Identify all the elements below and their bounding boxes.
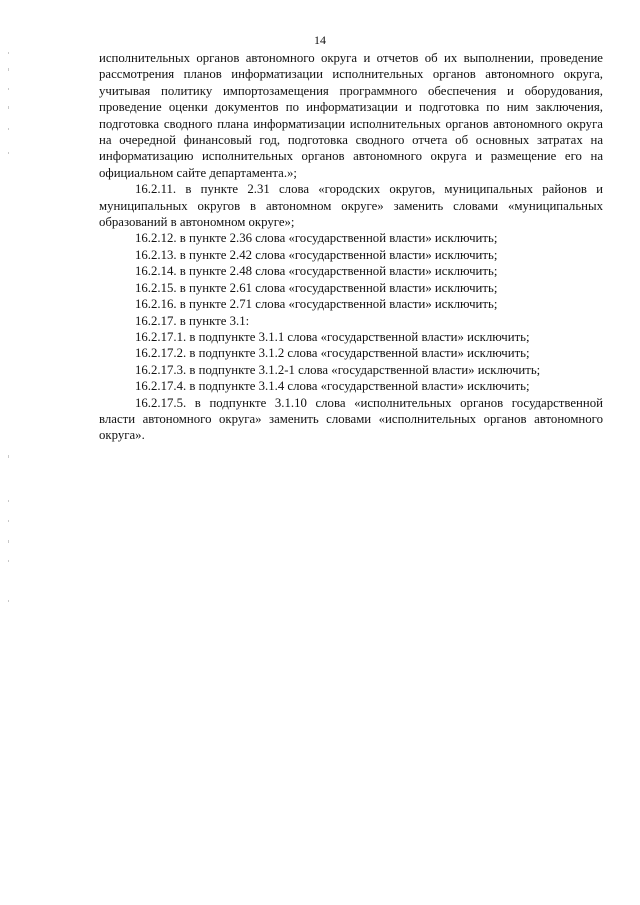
paragraph-16-2-17: 16.2.17. в пункте 3.1: [135,313,250,328]
scan-artifact [8,106,9,109]
paragraph-16-2-17-4: 16.2.17.4. в подпункте 3.1.4 слова «государственной власти» исключить; [135,379,530,394]
scan-artifact [8,455,9,458]
paragraph-16-2-13: 16.2.13. в пункте 2.42 слова «государственной власти» исключить; [135,247,498,262]
paragraph-16-2-16: 16.2.16. в пункте 2.71 слова «государственной власти» исключить; [135,297,498,312]
paragraph-16-2-11: 16.2.11. в пункте 2.31 слова «городских округов, муниципальных районов и муниципальных округов в автономном округе» заменить словами «муниципальных образований в автономном округе»; [99,182,603,230]
paragraph-16-2-14: 16.2.14. в пункте 2.48 слова «государственной власти» исключить; [135,264,498,279]
scan-artifact [8,540,9,543]
scan-artifact [8,520,9,522]
scan-artifact [8,68,9,71]
scan-artifact [8,128,9,130]
scan-artifact [8,88,9,90]
paragraph-16-2-17-1: 16.2.17.1. в подпункте 3.1.1 слова «государственной власти» исключить; [135,329,530,344]
paragraph-16-2-17-2: 16.2.17.2. в подпункте 3.1.2 слова «государственной власти» исключить; [135,346,530,361]
paragraph-16-2-17-5: 16.2.17.5. в подпункте 3.1.10 слова «исполнительных органов государственной власти автономного округа» заменить словами «исполнительных органов автономного округа». [99,395,603,443]
paragraph-16-2-17-3: 16.2.17.3. в подпункте 3.1.2-1 слова «государственной власти» исключить; [135,362,541,377]
scan-artifact [8,152,9,154]
paragraph-16-2-15: 16.2.15. в пункте 2.61 слова «государственной власти» исключить; [135,280,498,295]
paragraph-continuation: исполнительных органов автономного округа и отчетов об их выполнении, проведение рассмотрения планов информатизации исполнительных органов автономного округа, учитывая политику импортозамещения программного обеспечения и оборудования, проведение оценки документов по информатизации и подготовка по ним заключения, подготовка сводного плана информатизации исполнительных органов автономного округа на очередной финансовый год, подготовка сводного отчета об основных затратах на информатизацию исполнительных органов автономного округа и размещение его на официальном сайте департамента.»; [99,51,603,180]
document-body [99,50,603,444]
scan-artifact [8,52,9,54]
scan-artifact [8,560,9,562]
scan-artifact [8,500,9,502]
page-number: 14 [314,33,326,47]
scan-artifact [8,600,9,602]
paragraph-16-2-12: 16.2.12. в пункте 2.36 слова «государственной власти» исключить; [135,231,498,246]
